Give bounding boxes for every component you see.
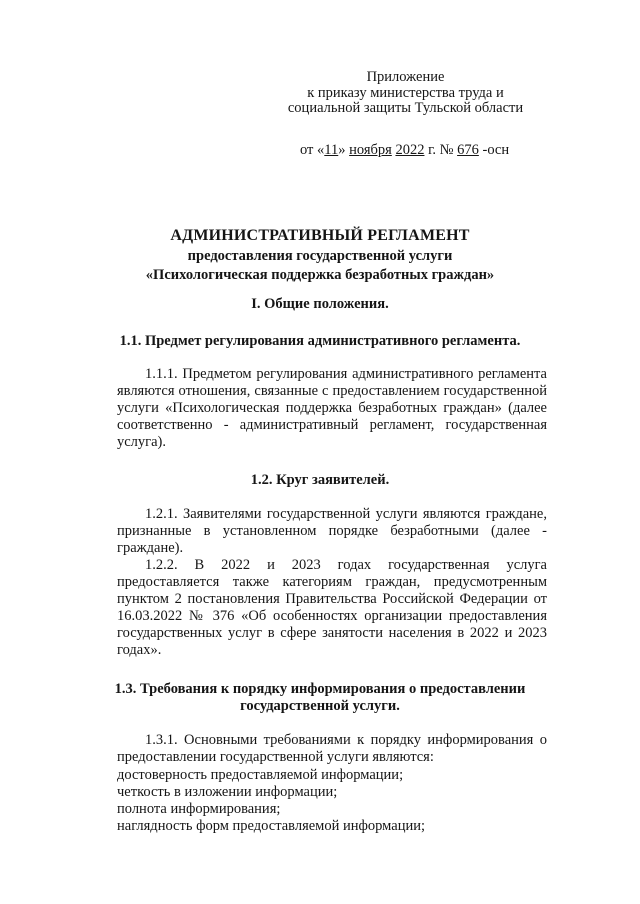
- section-heading-1-1: 1.1. Предмет регулирования административного регламента.: [119, 333, 521, 349]
- order-prefix: от «: [300, 142, 325, 158]
- list-item: наглядность форм предоставляемой информации;: [117, 818, 425, 834]
- appendix-header: [283, 70, 528, 117]
- header-line: к приказу министерства труда и: [307, 84, 504, 101]
- section-heading-line: государственной услуги.: [240, 698, 400, 714]
- title-service: «Психологическая поддержка безработных граждан»: [145, 267, 495, 283]
- list-item: четкость в изложении информации;: [117, 784, 338, 800]
- paragraph-1-3-1: 1.3.1. Основными требованиями к порядку информирования о предоставлении государственной услуги являются:: [117, 732, 547, 765]
- paragraph-1-1-1: 1.1.1. Предметом регулирования административного регламента являются отношения, связанные с предоставлением государственной услуги «Психологическая поддержка безработных граждан» (далее соответственно - административный регламент, государственная услуга).: [117, 366, 547, 450]
- title-main: АДМИНИСТРАТИВНЫЙ РЕГЛАМЕНТ: [170, 227, 470, 244]
- header-line: социальной защиты Тульской области: [287, 100, 524, 116]
- title-sub: предоставления государственной услуги: [187, 248, 453, 264]
- order-reference: [300, 142, 509, 159]
- order-suffix: -осн: [478, 142, 510, 158]
- order-mid: »: [338, 142, 350, 158]
- paragraph-1-2-1: 1.2.1. Заявителями государственной услуги являются граждане, признанные в установленном порядке безработными (далее - граждане).: [117, 506, 547, 556]
- list-item: достоверность предоставляемой информации;: [117, 767, 404, 783]
- paragraph-1-2-2: 1.2.2. В 2022 и 2023 годах государственная услуга предоставляется также категориям граждан, предусмотренным пунктом 2 постановления Правительства Российской Федерации от 16.03.2022 № 376 «Об особенностях организации предоставления государственных услуг в сфере занятости населения в 2022 и 2023 годах».: [117, 557, 547, 658]
- list-item: полнота информирования;: [117, 801, 281, 817]
- order-number: 676: [457, 142, 479, 158]
- order-year: 2022: [395, 142, 425, 158]
- section-heading-1-2: 1.2. Круг заявителей.: [250, 472, 390, 488]
- order-mid: г. №: [424, 142, 458, 158]
- section-heading-general: I. Общие положения.: [251, 296, 389, 312]
- order-day: 11: [324, 142, 339, 158]
- order-month: ноября: [349, 142, 392, 158]
- document-title: [0, 227, 640, 284]
- section-heading-line: 1.3. Требования к порядку информирования о предоставлении: [114, 681, 526, 697]
- section-heading-1-3: [0, 681, 640, 715]
- header-line: Приложение: [366, 69, 445, 85]
